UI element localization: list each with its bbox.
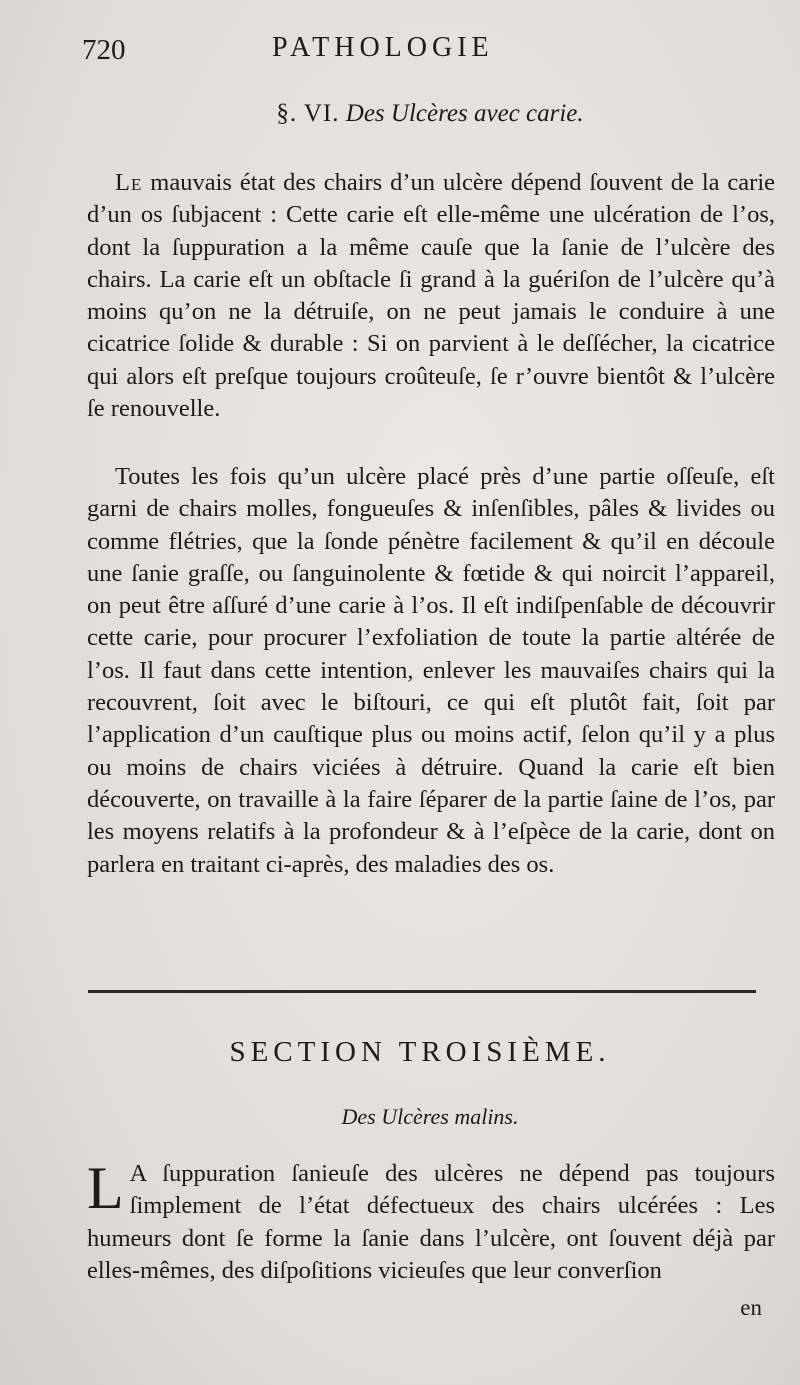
paragraph-1-text: mauvais état des chairs d’un ulcère dépend ſouvent de la carie d’un os ſubjacent : Cette carie eſt elle-même une ulcération de l’os, dont la ſuppuration a la même cauſe que la ſanie de l’ulcère des chairs. La carie eſt un obſtacle ſi grand à la guériſon de l’ulcère qu’à moins qu’on ne la détruiſe, on ne peut jamais le conduire à une cicatrice ſolide & durable : Si on parvient à le deſſécher, la cicatrice qui alors eſt preſque toujours croûteuſe, ſe r’ouvre bientôt & l’ulcère ſe renouvelle. — [87, 169, 776, 423]
paragraph-1-first-word: Le — [115, 169, 143, 196]
page-header — [82, 30, 782, 70]
horizontal-rule — [88, 990, 756, 993]
running-head: PATHOLOGIE — [272, 32, 494, 63]
paragraph-1 — [87, 167, 775, 425]
section-name: Des Ulcères avec carie. — [345, 100, 584, 127]
catchword: en — [740, 1295, 762, 1320]
subheading: Des Ulcères malins. — [341, 1104, 519, 1129]
paragraph-2-text: Toutes les fois qu’un ulcère placé près d’une partie oſſeuſe, eſt garni de chairs molles, fongueuſes & inſenſibles, pâles & livides ou comme flétries, que la ſonde pénètre facilement & qu’il en découle une ſanie graſſe, ou ſanguinolente & fœtide & qui noircit l’appareil, on peut être aſſuré d’une carie à l’os. Il eſt indiſpenſable de découvrir cette carie, pour procurer l’exfoliation de toute la partie altérée de l’os. Il faut dans cette intention, enlever les mauvaiſes chairs qui la recouvrent, ſoit avec le biſtouri, ce qui eſt plutôt fait, ſoit par l’application d’un cauſtique plus ou moins actif, ſelon qu’il y a plus ou moins de chairs viciées à détruire. Quand la carie eſt bien découverte, on travaille à la faire ſéparer de la partie ſaine de l’os, par les moyens relatifs à la profondeur & à l’eſpèce de la carie, dont on parlera en traitant ci-après, des maladies des os. — [87, 463, 775, 878]
section-heading: SECTION TROISIÈME. — [229, 1036, 611, 1068]
paragraph-3-text: A ſuppuration ſanieuſe des ulcères ne dépend pas toujours ſimplement de l’état défectueux des chairs ulcérées : Les humeurs dont ſe forme la ſanie dans l’ulcère, ont ſouvent déjà par elles-mêmes, des diſpoſitions vicieuſes que leur converſion — [87, 1160, 775, 1284]
section-title — [0, 100, 800, 128]
paragraph-3 — [87, 1155, 775, 1287]
drop-cap: L — [87, 1155, 124, 1221]
section-number: §. VI. — [276, 100, 340, 127]
page-number: 720 — [82, 34, 126, 66]
paragraph-2 — [87, 461, 775, 881]
